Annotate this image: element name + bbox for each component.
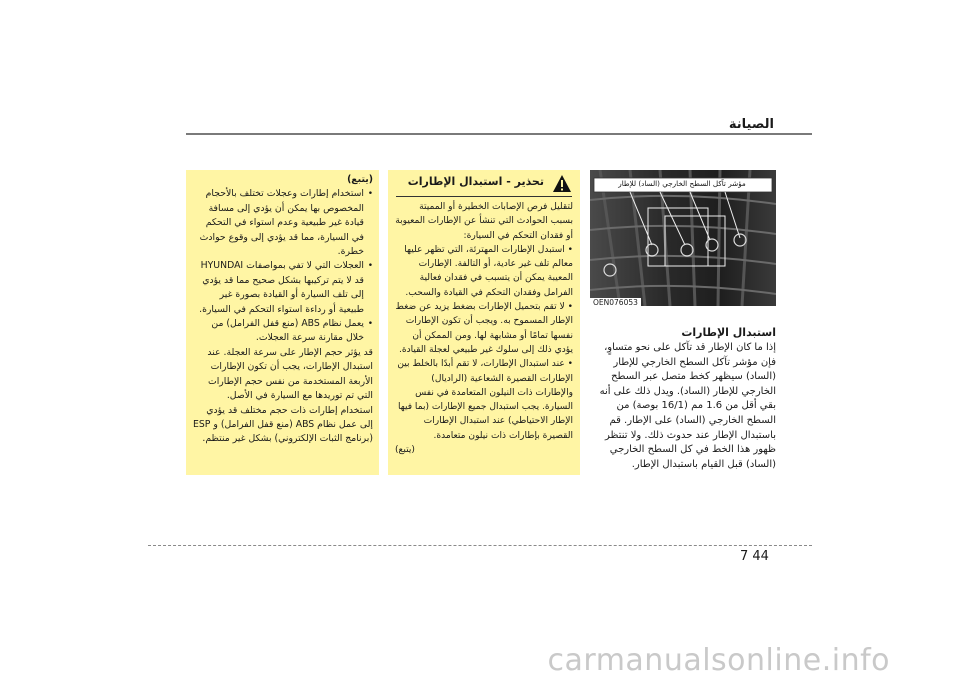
warning-paragraph-2: • استبدل الإطارات المهترئة، التي تظهر عليها معالم تلف غير عادية، أو التالفة. الإطارات المعيبة يمكن أن يتسبب في فقدان فعالية الفرامل وفقدان التحكم في القيادة والسحب. [404, 244, 573, 298]
warning-box [388, 170, 580, 475]
tire-tread-photo [590, 170, 776, 306]
continued-warning-box [186, 170, 379, 475]
warning-title: تحذير - استبدال الإطارات [407, 175, 544, 188]
left-trailing-text: قد يؤثر حجم الإطار على سرعة العجلة. عند استبدال الإطارات، يجب أن تكون الإطارات الأربعة المستخدمة من نفس حجم الإطارات التي تم توريدها مع السيارة في الأصل. استخدام إطارات ذات حجم مختلف قد يؤدي إلى عمل نظام ABS (منع قفل الفرامل) و ESP (برنامج الثبات الإلكتروني) بشكل غير منتظم. [193, 346, 373, 445]
page-section-title: الصيانة [728, 117, 774, 132]
continued-heading: (يتبع) [347, 174, 373, 185]
image-code: OEN076053 [590, 298, 641, 307]
left-bullet-1: • استخدام إطارات وعجلات تختلف بالأحجام المخصوص بها يمكن أن يؤدي إلى مسافة قيادة غير طبيعية وعدم استواء في التحكم في السيارة، مما قد يؤدي إلى وقوع حوادث خطرة. [192, 187, 373, 259]
tire-image-caption: مؤشر تآكل السطح الخارجي (الساد) للإطار [618, 179, 746, 188]
watermark: carmanualsonline.info [547, 643, 890, 678]
header-divider [186, 133, 812, 135]
warning-paragraph-1: لتقليل فرص الإصابات الخطيرة أو المميتة بسبب الحوادث التي تنشأ عن الإطارات المعيوبة أو فقدان التحكم في السيارة: [395, 202, 573, 241]
warning-paragraph-3: • لا تقم بتحميل الإطارات بضغط يزيد عن ضغط الإطار المسموح به. ويجب أن تكون الإطارات نفسها تمامًا أو مشابهة لها. ومن الممكن أن يؤدي ذلك إلى سلوك غير طبيعي لعجلة القيادة. [395, 302, 573, 355]
warning-body [388, 200, 580, 457]
section-body: إذا ما كان الإطار قد تآكل على نحو متساوٍ، فإن مؤشر تآكل السطح الخارجي للإطار (الساد) سيظهر كخط متصل عبر السطح الخارجي للإطار (الساد). ويدل ذلك على أنه بقي أقل من 1.6 مم (16/1 بوصة) من السطح الخارجي (الساد) على الإطار. قم باستبدال الإطار عند حدوث ذلك. ولا تنتظر ظهور هذا الخط في كل السطح الخارجي (الساد) قبل القيام باستبدال الإطار. [599, 342, 776, 470]
warning-paragraph-4: • عند استبدال الإطارات، لا تقم أبدًا بالخلط بين الإطارات القصيرة الشعاعية (الراديال) والإطارات ذات النيلون المتعامدة في نفس السيارة. يجب استبدال جميع الإطارات (بما فيها الإطار الاحتياطي) عند استبدال الإطارات القصيرة بإطارات ذات نيلون متعامدة. [397, 359, 573, 441]
warning-header [388, 170, 580, 197]
warning-divider [396, 196, 572, 197]
warning-triangle-icon [552, 174, 572, 193]
left-bullet-3: • يعمل نظام ABS (منع قفل الفرامل) من خلال مقارنة سرعة العجلات. [192, 317, 373, 346]
section-heading: استبدال الإطارات [681, 326, 776, 339]
page-number: 7 44 [740, 549, 769, 564]
tire-tread-illustration [590, 170, 776, 306]
warning-continued: (يتبع) [395, 445, 415, 456]
footer-divider [148, 545, 812, 546]
left-bullet-2: • العجلات التي لا تفي بمواصفات HYUNDAI قد لا يتم تركيبها بشكل صحيح مما قد يؤدي إلى تلف السيارة أو القيادة بصورة غير طبيعية أو رداءة استواء التحكم في السيارة. [192, 259, 373, 317]
